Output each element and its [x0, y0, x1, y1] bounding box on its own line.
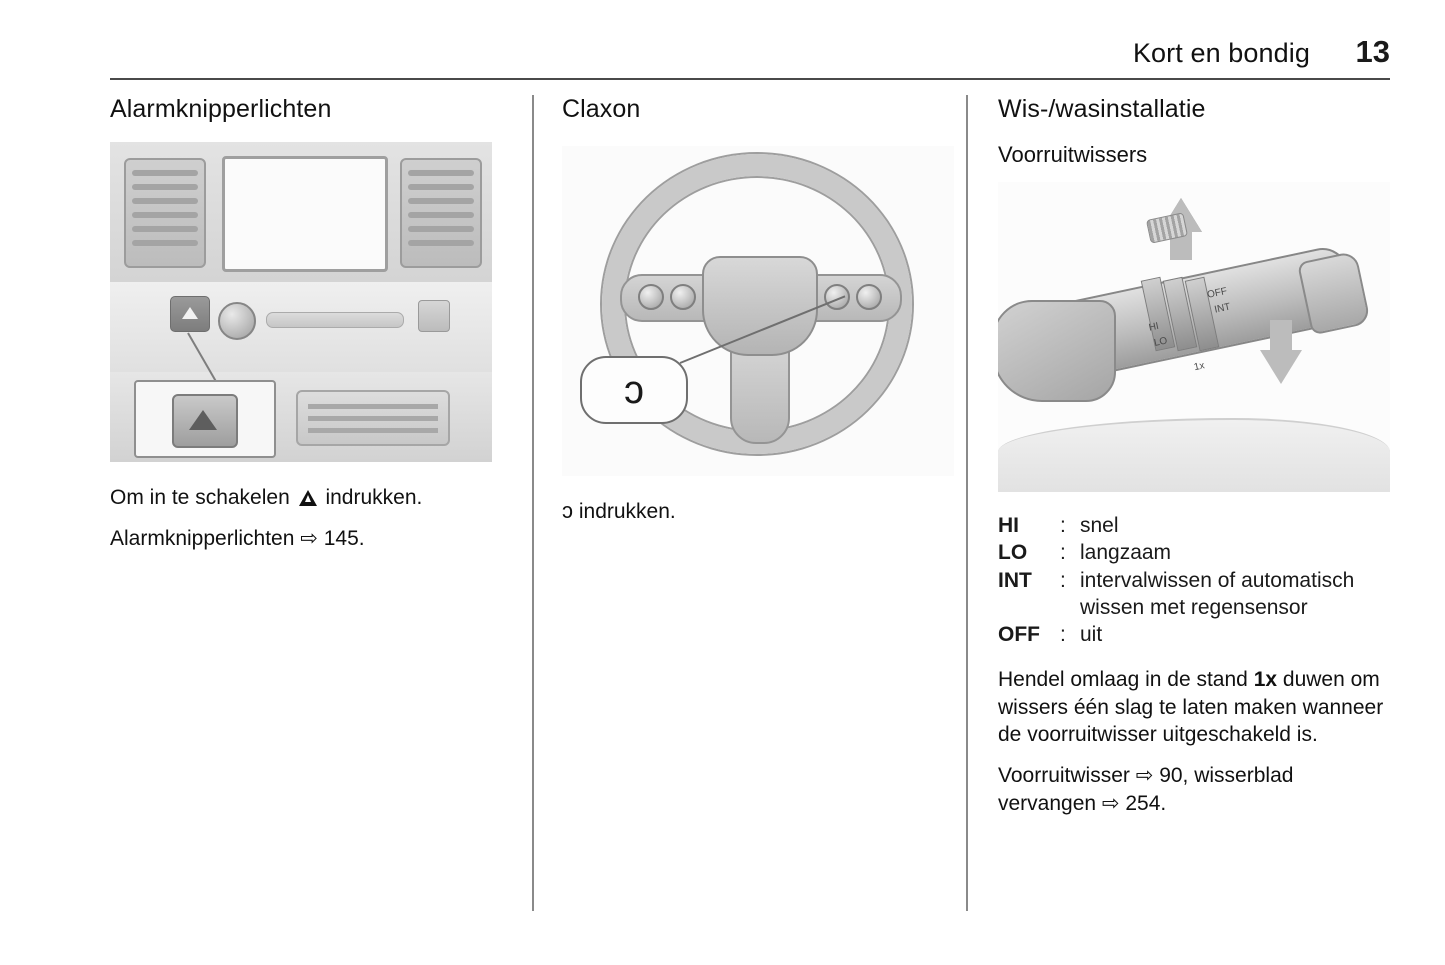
- page-title: Kort en bondig: [1132, 38, 1310, 68]
- control-strip: [266, 312, 404, 328]
- stalk-label-off: OFF: [1206, 285, 1229, 301]
- wiper-mode-desc: snel: [1080, 514, 1119, 537]
- wiper-mode-list: [998, 512, 1390, 648]
- horn-instruction-label: indrukken.: [578, 500, 676, 523]
- wiper-mode-term: HI: [998, 514, 1019, 537]
- wiper-mode-row: [998, 621, 1390, 648]
- wiper-subsection-title: Voorruitwissers: [998, 142, 1148, 167]
- section-wiper-washer: [968, 95, 1390, 915]
- right-thumb-button-1: [824, 284, 850, 310]
- header-divider: [110, 78, 1390, 80]
- air-vent-right-icon: [400, 158, 482, 268]
- wiper-reference-label-b: vervangen: [998, 791, 1097, 815]
- wiper-reference-page-1: 90, wisserblad: [1159, 764, 1294, 788]
- wiper-mode-term: OFF: [998, 623, 1040, 647]
- left-thumb-button-2: [670, 284, 696, 310]
- wiper-single-wipe-text-b: duwen om wissers één slag te laten maken wanneer de voorruitwisser uitgeschakeld is.: [998, 668, 1384, 747]
- wiper-stalk-base: [998, 300, 1116, 402]
- cross-reference-arrow-icon: ⇨: [300, 527, 318, 551]
- horn-icon: ᴐ: [624, 368, 644, 412]
- section-horn: [534, 95, 966, 915]
- air-vent-left-icon: [124, 158, 206, 268]
- stalk-down-arrow-icon: [1260, 350, 1302, 384]
- wiper-single-wipe-mode: 1x: [1253, 668, 1278, 692]
- horn-symbol-callout: [580, 356, 688, 424]
- wiper-mode-desc-line2: wissen met regensensor: [1080, 595, 1308, 619]
- horn-section-title: Claxon: [562, 95, 641, 123]
- dashboard-hazard-button-figure: [110, 142, 492, 462]
- hazard-button-on-dashboard: [170, 296, 210, 332]
- hazard-section-title: Alarmknipperlichten: [110, 95, 332, 123]
- wiper-single-wipe-text-a: Hendel omlaag in de stand: [998, 668, 1248, 692]
- steering-wheel-spoke-bottom: [730, 344, 790, 444]
- figure-ground-shadow: [998, 418, 1390, 492]
- infotainment-display: [222, 156, 388, 272]
- left-thumb-button-1: [638, 284, 664, 310]
- hazard-instruction-text: [110, 484, 492, 511]
- hazard-reference-page: 145.: [323, 527, 365, 551]
- steering-wheel-horn-figure: [562, 146, 954, 476]
- wiper-mode-row: [998, 539, 1390, 566]
- horn-inline-icon: ᴐ: [562, 498, 573, 523]
- steering-wheel-hub-airbag: [702, 256, 818, 356]
- wiper-reference-paragraph: [998, 762, 1390, 817]
- wiper-mode-desc-line1: intervalwissen of automatisch: [1080, 568, 1355, 592]
- wiper-stalk-figure: [998, 182, 1390, 492]
- hazard-reference-text: [110, 525, 492, 552]
- wiper-mode-colon: :: [1060, 623, 1066, 647]
- wiper-mode-term: INT: [998, 568, 1032, 592]
- wiper-mode-colon: :: [1060, 514, 1066, 537]
- hazard-instruction-prefix: Om in te schakelen: [110, 486, 290, 509]
- down-arrow-stem: [1270, 320, 1292, 352]
- wiper-mode-desc: [1080, 567, 1390, 622]
- page-number: 13: [1355, 34, 1390, 69]
- wiper-mode-term: LO: [998, 541, 1028, 565]
- hazard-triangle-icon: [299, 490, 317, 506]
- wiper-mode-row: [998, 567, 1390, 622]
- wiper-single-wipe-paragraph: [998, 666, 1390, 748]
- hazard-warning-button-zoom: [172, 394, 238, 448]
- wiper-reference-page-2: 254.: [1125, 791, 1167, 815]
- square-button: [418, 300, 450, 332]
- stalk-label-int: INT: [1213, 301, 1232, 316]
- wiper-section-title: Wis-/wasinstallatie: [998, 95, 1206, 123]
- hazard-button-callout: [134, 380, 276, 458]
- wiper-mode-desc: uit: [1080, 623, 1103, 647]
- steering-wheel-spoke-right: [806, 274, 902, 322]
- rotary-knob: [218, 302, 256, 340]
- stalk-label-lo: LO: [1153, 335, 1169, 349]
- wiper-reference-label-a: Voorruitwisser: [998, 764, 1130, 788]
- dashboard-upper-panel: [110, 142, 492, 284]
- section-hazard-lights: [110, 95, 532, 915]
- page-header: [110, 34, 1390, 70]
- wiper-mode-colon: :: [1060, 541, 1066, 565]
- stalk-label-hi: HI: [1147, 320, 1160, 334]
- climate-control-panel: [296, 390, 450, 446]
- right-thumb-button-2: [856, 284, 882, 310]
- stalk-label-1x: 1x: [1192, 360, 1206, 374]
- wiper-mode-colon: :: [1060, 568, 1066, 592]
- cross-reference-arrow-icon: ⇨: [1101, 791, 1120, 815]
- page-columns: [110, 95, 1390, 915]
- wiper-mode-row: [998, 512, 1390, 539]
- horn-instruction-text: [562, 498, 928, 525]
- hazard-reference-label: Alarmknipperlichten: [110, 527, 295, 551]
- wiper-mode-desc: langzaam: [1080, 541, 1172, 565]
- cross-reference-arrow-icon: ⇨: [1135, 764, 1154, 788]
- hazard-instruction-suffix: indrukken.: [325, 486, 423, 509]
